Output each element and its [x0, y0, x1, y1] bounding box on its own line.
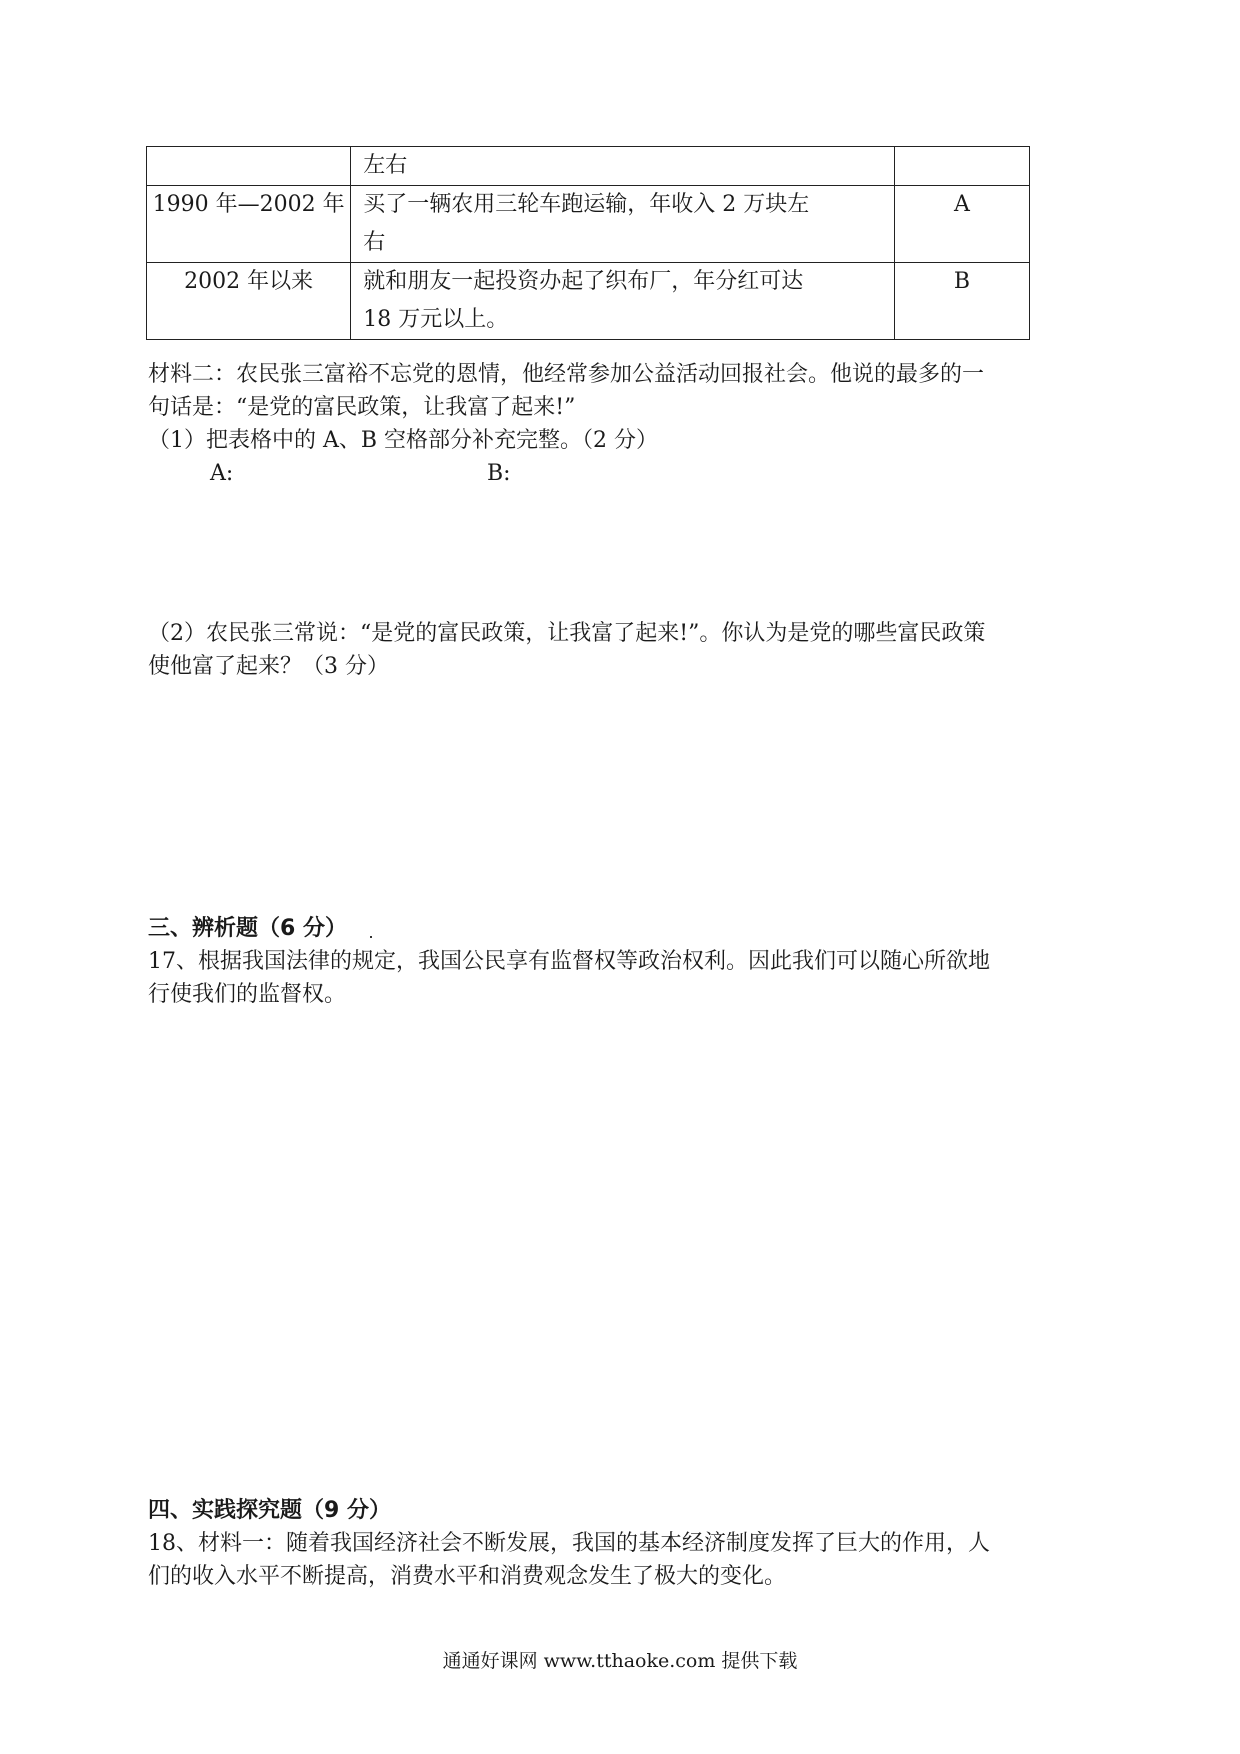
q18-line1: 18、材料一：随着我国经济社会不断发展，我国的基本经济制度发挥了巨大的作用，人	[148, 1531, 990, 1556]
period-cell: 1990 年—2002 年	[147, 186, 351, 263]
material2-line1: 材料二：农民张三富裕不忘党的恩情，他经常参加公益活动回报社会。他说的最多的一	[148, 362, 985, 387]
section3-heading: 三、辨析题（6 分）	[148, 916, 347, 941]
q17-line2: 行使我们的监督权。	[148, 982, 347, 1007]
material2-line2: 句话是：“是党的富民政策，让我富了起来!”	[148, 395, 576, 420]
q17-line1: 17、根据我国法律的规定，我国公民享有监督权等政治权利。因此我们可以随心所欲地	[148, 949, 990, 974]
stray-mark	[370, 936, 372, 938]
answer-cell: A	[894, 186, 1029, 263]
period-cell	[147, 147, 351, 186]
table-row	[147, 186, 1030, 263]
description-cell	[351, 263, 895, 340]
section4-heading: 四、实践探究题（9 分）	[148, 1498, 391, 1523]
q18-line2: 们的收入水平不断提高，消费水平和消费观念发生了极大的变化。	[148, 1564, 787, 1589]
answer-cell	[894, 147, 1029, 186]
q2-line1: （2）农民张三常说：“是党的富民政策，让我富了起来!”。你认为是党的哪些富民政策	[148, 621, 986, 646]
footer-source: 通通好课网 www.tthaoke.com 提供下载	[442, 1650, 798, 1672]
q2-line2: 使他富了起来？（3 分）	[148, 654, 389, 679]
description-line: 18 万元以上。	[363, 307, 509, 332]
q1-text: （1）把表格中的 A、B 空格部分补充完整。（2 分）	[148, 428, 659, 453]
q1-answer-b-label: B:	[487, 461, 511, 486]
table-row	[147, 147, 1030, 186]
description-line: 买了一辆农用三轮车跑运输，年收入 2 万块左	[363, 192, 810, 217]
description-cell	[351, 186, 895, 263]
description-cell: 左右	[351, 147, 895, 186]
table-row	[147, 263, 1030, 340]
q1-answer-a-label: A:	[210, 461, 234, 486]
income-history-table	[146, 146, 1030, 340]
period-cell: 2002 年以来	[147, 263, 351, 340]
answer-cell: B	[894, 263, 1029, 340]
description-line: 就和朋友一起投资办起了织布厂，年分红可达	[363, 269, 804, 294]
description-line: 右	[363, 230, 386, 255]
